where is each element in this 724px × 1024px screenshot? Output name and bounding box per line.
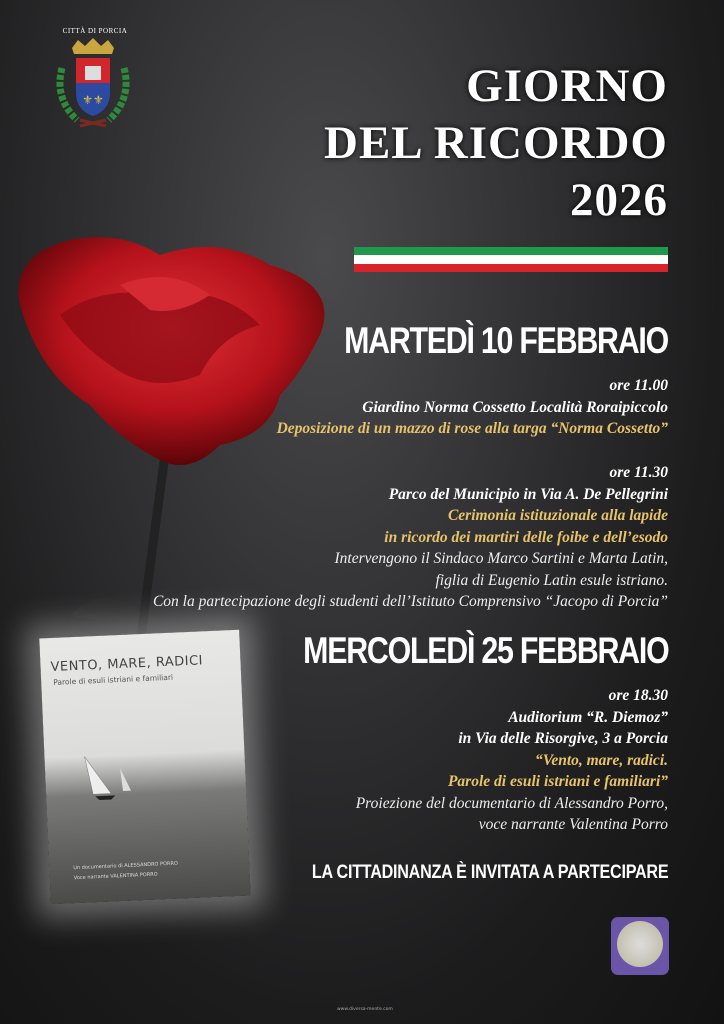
- title-line: DEL RICORDO: [324, 117, 668, 169]
- event-note: Con la partecipazione degli studenti dell’Istituto Comprensivo “Jacopo di Porcia”: [152, 593, 668, 610]
- title-line: GIORNO: [466, 60, 668, 112]
- sailboat-icon: [79, 752, 141, 805]
- svg-text:⚜⚜: ⚜⚜: [82, 93, 104, 107]
- event-note: Proiezione del documentario di Alessandro Porro,: [355, 794, 668, 812]
- event-note: voce narrante Valentina Porro: [478, 816, 668, 833]
- book-credit: Un documentario di ALESSANDRO PORRO: [73, 860, 178, 872]
- crest-label: CITTÀ DI PORCIA: [62, 27, 128, 35]
- poster-title: [324, 58, 668, 229]
- event-note: figlia di Eugenio Latin esule istriano.: [435, 571, 668, 589]
- italian-flag-stripe: [354, 247, 668, 272]
- event-description: “Vento, mare, radici.: [534, 751, 668, 769]
- school-logo-emblem: [617, 921, 663, 967]
- book-subtitle: Parole di esuli istriani e familiari: [53, 672, 174, 687]
- event-place: Parco del Municipio in Via A. De Pellegrini: [388, 485, 668, 503]
- event-time: ore 11.30: [609, 464, 668, 481]
- book-title: VENTO, MARE, RADICI: [50, 653, 204, 676]
- event-time: ore 11.00: [609, 377, 668, 394]
- event-note: Intervengono il Sindaco Marco Sartini e Marta Latin,: [334, 550, 668, 567]
- event-place: Auditorium “R. Diemoz”: [508, 708, 668, 726]
- event-description: Deposizione di un mazzo di rose alla targa “Norma Cossetto”: [276, 420, 668, 437]
- event-proiezione: [356, 685, 668, 836]
- event-cerimonia: [153, 462, 668, 613]
- event-time: ore 18.30: [608, 687, 668, 704]
- footer-website: www.diversa-mente.com: [337, 1007, 393, 1012]
- city-crest-logo: [52, 28, 134, 133]
- day1-heading: MARTEDÌ 10 FEBBRAIO: [344, 320, 668, 361]
- event-description: in ricordo dei martiri delle foibe e dell’esodo: [384, 528, 668, 546]
- event-place: Giardino Norma Cossetto Località Roraipiccolo: [362, 398, 668, 416]
- event-description: Cerimonia istituzionale alla lapide: [447, 507, 668, 524]
- day2-heading: MERCOLEDÌ 25 FEBBRAIO: [302, 630, 668, 671]
- event-place: in Via delle Risorgive, 3 a Porcia: [458, 730, 668, 747]
- school-logo: [611, 917, 669, 975]
- book-credit: Voce narrante VALENTINA PORRO: [73, 871, 158, 882]
- invitation-text: LA CITTADINANZA È INVITATA A PARTECIPARE: [311, 862, 668, 883]
- event-deposizione: [277, 375, 668, 440]
- event-description: Parole di esuli istriani e familiari”: [447, 773, 668, 790]
- title-year: 2026: [570, 174, 668, 226]
- documentary-cover-image: [39, 630, 250, 904]
